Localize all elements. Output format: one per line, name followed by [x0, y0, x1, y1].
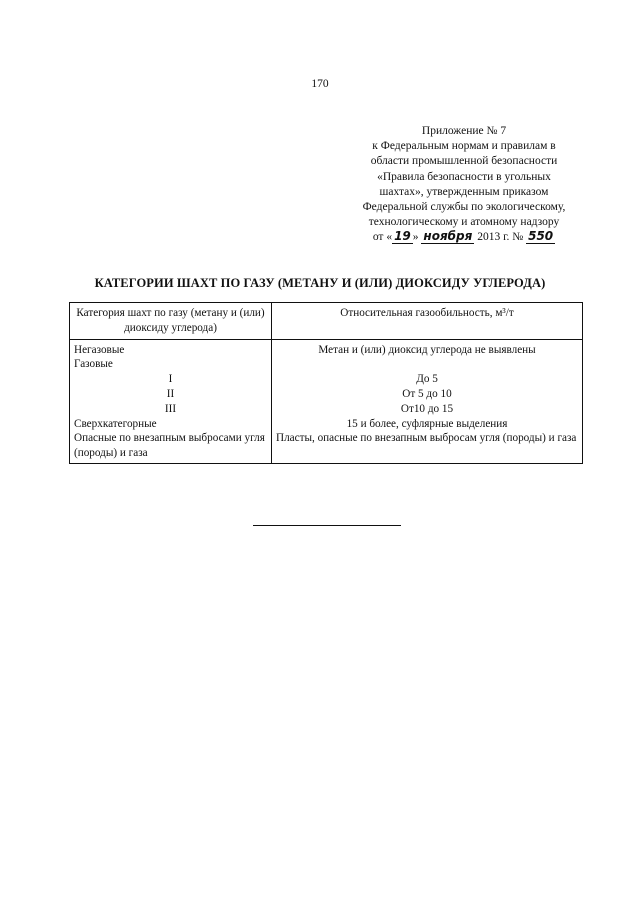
closing-rule [253, 525, 401, 526]
appendix-line: шахтах», утвержденным приказом [379, 185, 549, 198]
category-cell: Негазовые [70, 339, 272, 357]
value-cell: Метан и (или) диоксид углерода не выявлены [272, 339, 583, 357]
category-cell: Опасные по внезапным выбросами угля (породы) и газа [70, 431, 272, 463]
appendix-line: области промышленной безопасности [370, 155, 558, 168]
handwritten-day: 19 [394, 229, 411, 244]
appendix-line: «Правила безопасности в угольных [377, 170, 551, 183]
category-cell: III [70, 402, 272, 417]
date-mid: » [412, 231, 419, 244]
value-cell: От10 до 15 [272, 402, 583, 417]
value-cell: От 5 до 10 [272, 387, 583, 402]
handwritten-order-number: 550 [528, 229, 554, 244]
handwritten-month: ноября [423, 229, 473, 244]
header-category: Категория шахт по газу (метану и (или) диоксиду углерода) [70, 303, 272, 340]
table-header-row [70, 303, 583, 340]
table-row [70, 417, 583, 432]
category-cell: II [70, 387, 272, 402]
table-row [70, 357, 583, 372]
appendix-block [338, 124, 590, 246]
date-prefix: от « [372, 231, 393, 244]
table-row [70, 402, 583, 417]
table-row [70, 431, 583, 463]
appendix-line: к Федеральным нормам и правилам в [372, 140, 556, 153]
value-cell [272, 357, 583, 372]
value-cell: 15 и более, суфлярные выделения [272, 417, 583, 432]
category-cell: I [70, 372, 272, 387]
category-cell: Сверхкатегорные [70, 417, 272, 432]
order-date-line [338, 230, 590, 245]
table-row [70, 387, 583, 402]
appendix-line: Приложение № 7 [421, 125, 507, 137]
appendix-line: Федеральной службы по экологическому, [362, 201, 566, 214]
page-number: 170 [311, 78, 329, 90]
value-cell: Пласты, опасные по внезапным выбросам угля (породы) и газа [272, 431, 583, 463]
category-cell: Газовые [70, 357, 272, 372]
table-row [70, 372, 583, 387]
mine-categories-table [69, 302, 583, 464]
appendix-line: технологическому и атомному надзору [368, 216, 560, 229]
header-gas-content: Относительная газообильность, м³/т [272, 303, 583, 340]
value-cell: До 5 [272, 372, 583, 387]
date-year: 2013 г. № [477, 231, 524, 244]
document-title: КАТЕГОРИИ ШАХТ ПО ГАЗУ (МЕТАНУ И (ИЛИ) ДИОКСИДУ УГЛЕРОДА) [94, 276, 546, 290]
table-row [70, 339, 583, 357]
